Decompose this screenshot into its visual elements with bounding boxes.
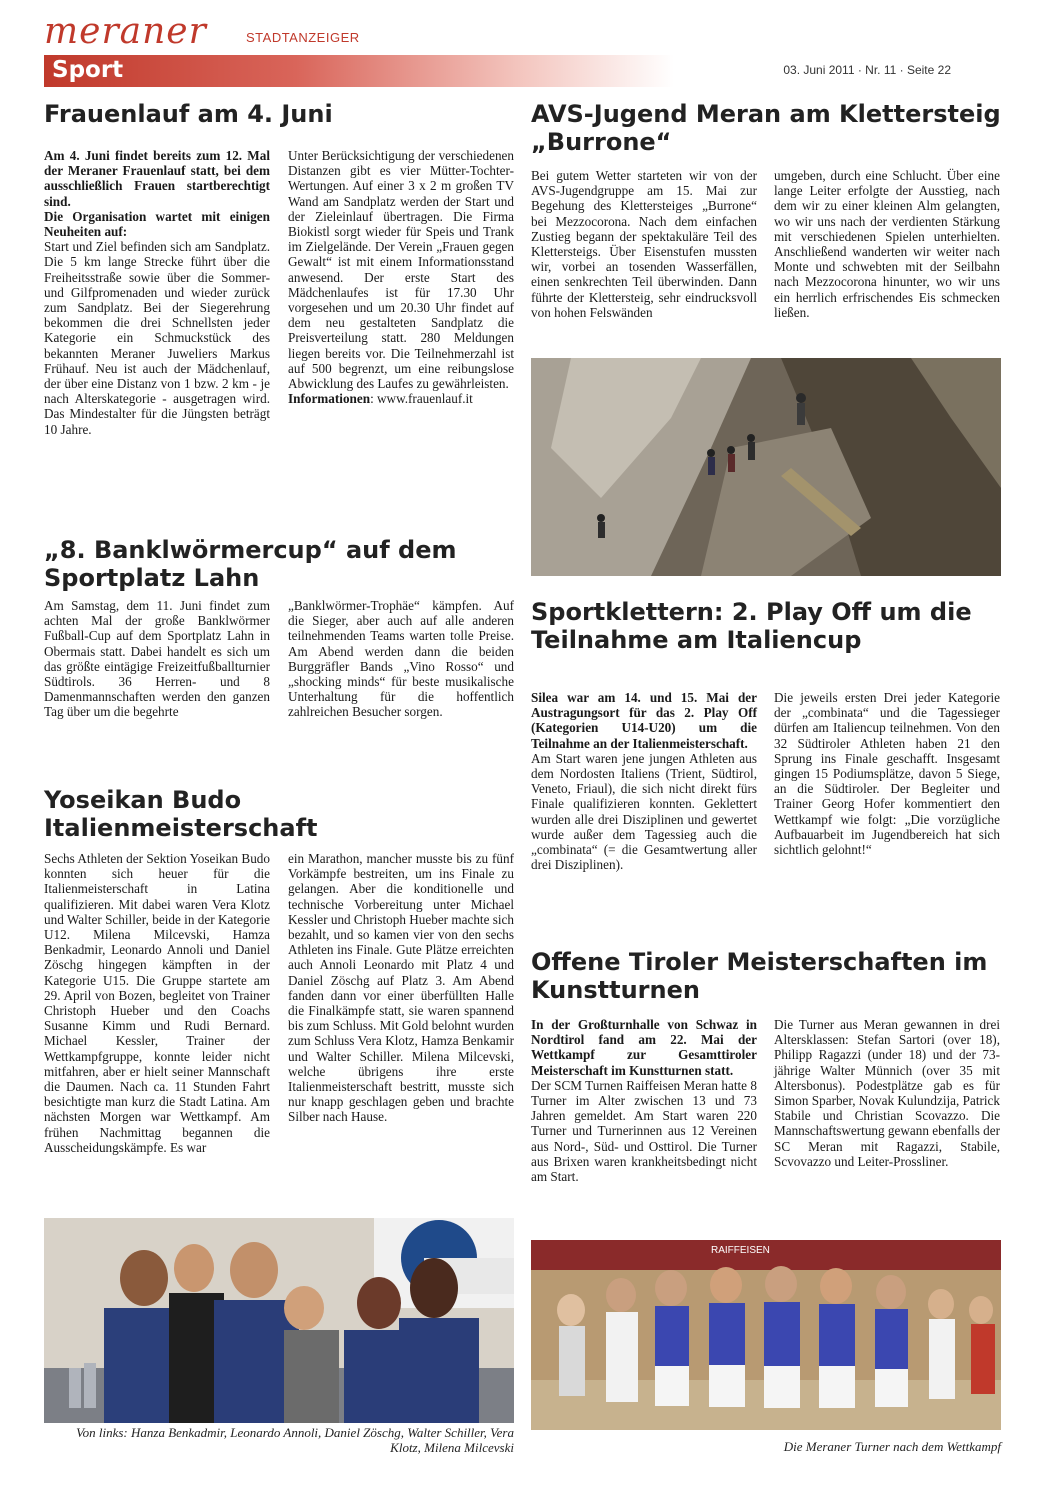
article-sportklettern-col1 (531, 690, 757, 872)
article-body: umgeben, durch eine Schlucht. Über eine lange Leiter erfolgte der Ausstieg, nach dem wir zu einer kleinen Alm gelangten, wo wir uns nach der verdienten Stärkung mit verschiedenen Spielen unterhielten. Anschließend wanderten wir weiter nach Monte und schwebten mit der Seilbahn nach Mezzocorona hinunter, wo wir uns ein herrlich erfrischendes Eis schmecken ließen. (774, 168, 1000, 320)
article-body: ein Marathon, mancher musste bis zu fünf Vorkämpfe bestreiten, um ins Finale zu gelangen. Aber die konditionelle und technische Vorbereitung unter Michael Kessler und Christoph Hueber machte sich bezahlt, und so kamen vier von den sechs Athleten ins Finale. Gute Plätze erreichten auch Annoli Leonardo mit Platz 4 und Daniel Zöschg auf Platz 3. Am Abend fanden dann vor einer überfüllten Halle die Finalkämpfe statt, sie waren spannend bis zum Schluss. Mit Gold belohnt wurden zum Schluss Vera Klotz, Hamza Benkamir und Walter Schiller. Milena Milcevski, welche übrigens ihre erste Italienmeisterschaft bestritt, musste sich nur knapp geschlagen geben und brachte Silber nach Hause. (288, 851, 515, 1125)
section-title: Sport (52, 57, 124, 83)
article-body: Der SCM Turnen Raiffeisen Meran hatte 8 Turner im Alter zwischen 13 und 73 Jahren gemeldet. Am Start waren 220 Turner und Turnerinnen aus 12 Vereinen aus Nord-, Süd- und Osttirol. Die Turner aus Brixen waren krankheitsbedingt nicht am Start. (531, 1077, 757, 1185)
article-yoseikan-col2 (288, 851, 514, 1125)
article-body: Unter Berücksichtigung der verschiedenen Distanzen gibt es vier Mütter-Tochter-Wertungen. Auf einer 3 x 2 m großen TV Wand am Sandplatz werden der Start und der Zieleinlauf übertragen. Die Firma Biokistl sorgt wieder für Speis und Trank im Zielgelände. Der Verein „Frauen gegen Gewalt“ ist mit einem Informationsstand anwesend. Der erste Start des Mädchenlaufes ist für 17.30 Uhr vorgesehen und um 20.30 Uhr findet auf dem neu gestalteten Sandplatz die Preisverteilung statt. 280 Meldungen liegen bereits vor. Die Teilnehmerzahl ist auf 500 begrenzt, um eine reibungslose Abwicklung des Laufes zu gewährleisten. (288, 148, 514, 392)
info-link[interactable]: : www.frauenlauf.it (370, 391, 473, 407)
article-lead: Am 4. Juni findet bereits zum 12. Mal der Meraner Frauenlauf statt, bei dem ausschließlich Frauen startberechtigt sind. (44, 148, 270, 209)
article-title-yoseikan: Yoseikan Budo Italienmeisterschaft (44, 786, 318, 843)
article-title-frauenlauf: Frauenlauf am 4. Juni (44, 100, 333, 128)
section-banner (44, 55, 674, 87)
article-body: Bei gutem Wetter starteten wir von der AVS-Jugendgruppe am 15. Mai zur Begehung des Klettersteiges „Burrone“ bei Mezzocorona. Nach dem einfachen Zustieg begann der spektakuläre Teil des Klettersteigs. Über Eisenstufen mussten wir, vorbei an tosenden Wasserfällen, einen senkrechten Teil überwinden. Dann führte der Klettersteig, sehr eindrucksvoll von hohen Felswänden (531, 168, 757, 320)
article-banklwoermer-col2 (288, 598, 514, 720)
article-body: Sechs Athleten der Sektion Yoseikan Budo konnten sich heuer für die Italienmeisterschaft in Latina qualifizieren. Mit dabei waren Vera Klotz und Walter Schiller, beide in der Kategorie U12. Milena Milcevski, Hamza Benkadmir, Leonardo Annoli und Daniel Zöschg hingegen kämpften in der Kategorie U15. Die Gruppe startete am 29. April von Bozen, begleitet von Trainer Christoph Hueber und den Coachs Susanne Kimm und Rudi Bernard. Michael Kessler, Trainer der Wettkampfgruppe, konnte leider nicht mitfahren, aber er hielt seiner Mannschaft die Daumen. Nach ca. 11 Stunden Fahrt besichtigte man kurz die Stadt Latina. Am nächsten Morgen war Wettkampf. Am frühen Nachmittag begannen die Ausscheidungskämpfe. Es war (44, 851, 270, 1155)
photo-caption-yoseikan: Von links: Hanza Benkadmir, Leonardo Annoli, Daniel Zöschg, Walter Schiller, Vera Klotz, Milena Milcevski (76, 1425, 514, 1455)
article-sportklettern-col2 (774, 690, 1000, 857)
article-kunstturnen-col1 (531, 1017, 757, 1184)
article-avs-col1 (531, 168, 757, 320)
article-lead: Die Organisation wartet mit einigen Neuheiten auf: (44, 208, 270, 240)
article-avs-col2 (774, 168, 1000, 320)
article-title-kunstturnen: Offene Tiroler Meisterschaften im Kunstturnen (531, 948, 988, 1005)
article-lead: Silea war am 14. und 15. Mai der Austragungsort für das 2. Play Off (Kategorien U14-U20) um die Teilnahme an der Italienmeisterschaft. (531, 690, 757, 751)
article-lead: In der Großturnhalle von Schwaz in Nordtirol fand am 22. Mai der Wettkampf zur Gesamttiroler Meisterschaft im Kunstturnen statt. (531, 1017, 757, 1078)
masthead-logo: meraner (44, 11, 207, 52)
photo-banner-text: RAIFFEISEN (711, 1245, 770, 1256)
article-banklwoermer-col1 (44, 598, 270, 720)
masthead-subtitle: STADTANZEIGER (246, 30, 360, 45)
article-title-sportklettern: Sportklettern: 2. Play Off um die Teilnahme am Italiencup (531, 598, 972, 655)
issue-info: 03. Juni 2011 · Nr. 11 · Seite 22 (783, 63, 951, 77)
photo-klettersteig (531, 358, 1001, 576)
article-kunstturnen-col2 (774, 1017, 1000, 1169)
article-body: Start und Ziel befinden sich am Sandplatz. Die 5 km lange Strecke führt über die Freiheitsstraße sowie über die Sommer- und Gilfpromenaden und wieder zurück zum Sandplatz. Bei der Siegerehrung bekommen die drei Schnellsten jeder Kategorie ein Schmuckstück des bekannten Meraner Juweliers Markus Frühauf. Neu ist auch der Mädchenlauf, der über eine Distanz von 1 bzw. 2 km - je nach Alterskategorie - ausgetragen wird. Das Mindestalter für die Jüngsten beträgt 10 Jahre. (44, 239, 270, 437)
article-body: Die Turner aus Meran gewannen in drei Altersklassen: Stefan Sartori (over 18), Philipp Ragazzi (under 18) und der 73-jährige Walter Münnich (over 35 mit Altersbonus). Podestplätze gab es für Simon Sparber, Novak Kulundzija, Patrick Stabile und Christian Scovazzo. Die Mannschaftswertung gewann ebenfalls der SC Meran mit Ragazzi, Stabile, Scvovazzo und Leiter-Prossliner. (774, 1017, 1000, 1169)
article-yoseikan-col1 (44, 851, 270, 1155)
article-title-avs: AVS-Jugend Meran am Klettersteig „Burrone“ (531, 100, 1001, 157)
article-body: Die jeweils ersten Drei jeder Kategorie der „combinata“ und die Tagessieger dürfen am Italiencup teilnehmen. Von den 32 Südtiroler Athleten haben 21 den Sprung ins Finale geschafft. Insgesamt gingen 15 Podiumsplätze, davon 5 Siege, an die Südtiroler. Der Begleiter und Trainer Georg Hofer kommentiert den Wettkampf wie folgt: „Die vorzügliche Aufbauarbeit im Jugendbereich hat sich sichtlich gelohnt!“ (774, 690, 1000, 858)
article-title-banklwoermercup: „8. Banklwörmercup“ auf dem Sportplatz Lahn (44, 536, 457, 593)
photo-yoseikan-athletes (44, 1218, 514, 1423)
article-body: Am Samstag, dem 11. Juni findet zum achten Mal der große Banklwörmer Fußball-Cup auf dem Sportplatz Lahn in Obermais statt. Dabei handelt es sich um das größte eintägige Freizeitfußballturnier Südtirols. 36 Herren- und 8 Damenmannschaften werden den ganzen Tag über um die begehrte (44, 598, 270, 720)
article-body: Am Start waren jene jungen Athleten aus dem Nordosten Italiens (Trient, Südtirol, Veneto, Friaul), die sich nicht direkt fürs Finale qualifizieren konnten. Geklettert wurden alle drei Disziplinen und gewertet wurde außer dem Tagessieg auch die „combinata“ (= die Gesamtwertung aller drei Disziplinen). (531, 750, 757, 873)
article-body: „Banklwörmer-Trophäe“ kämpfen. Auf die Sieger, aber auch auf alle anderen teilnehmenden Teams warten tolle Preise. Am Abend werden dann die beiden Burggräfler Bands „Vino Rosso“ und „shocking minds“ für beste musikalische Unterhaltung für die hoffentlich zahlreichen Besucher sorgen. (288, 598, 514, 720)
photo-caption-kunstturnen: Die Meraner Turner nach dem Wettkampf (783, 1439, 1001, 1454)
info-label: Informationen (288, 391, 371, 407)
article-frauenlauf-col1 (44, 148, 270, 437)
article-frauenlauf-col2 (288, 148, 514, 406)
photo-kunstturnen-team (531, 1240, 1001, 1430)
